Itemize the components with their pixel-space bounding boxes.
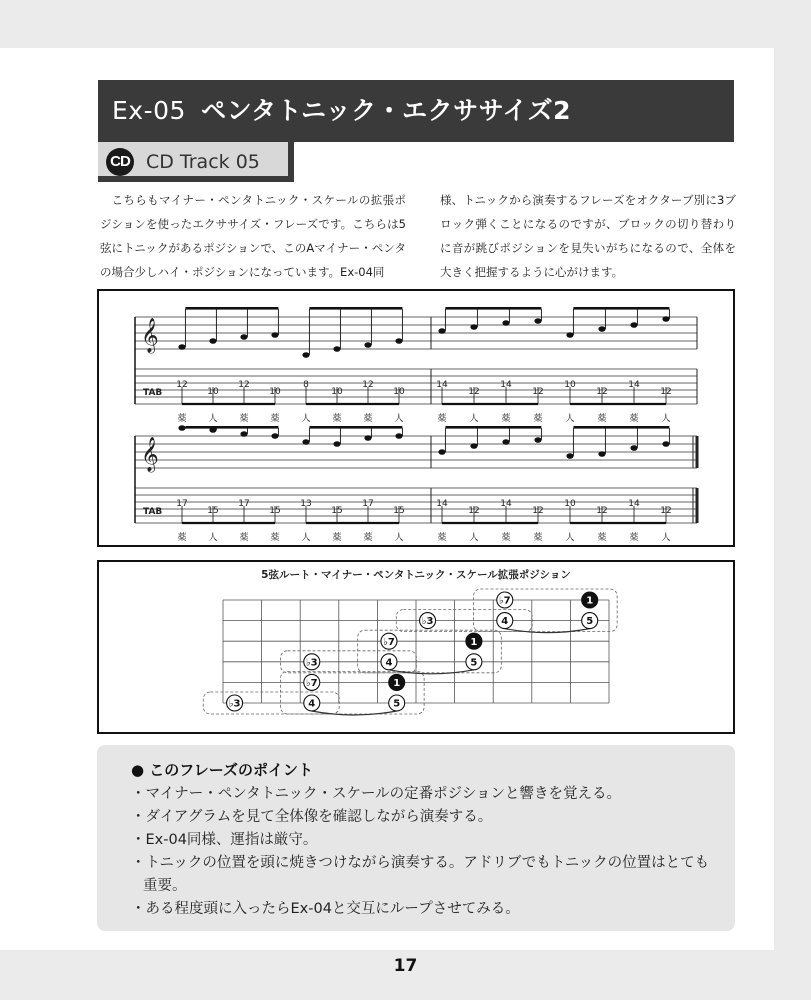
fingering-mark: 薬 <box>177 533 187 543</box>
tab-number: 14 <box>436 380 448 390</box>
point-item: ・マイナー・ペンタトニック・スケールの定番ポジションと響きを覚える。 <box>131 786 622 802</box>
note-head <box>566 453 573 459</box>
tab-number: 12 <box>176 380 188 390</box>
fingering-mark: 人 <box>208 533 218 543</box>
point-item: ・ある程度頭に入ったらEx-04と交互にループさせてみる。 <box>131 901 520 917</box>
note-head <box>240 431 247 437</box>
note-head <box>502 320 509 326</box>
slide-arc <box>389 670 474 674</box>
diagram-title: 5弦ルート・マイナー・ペンタトニック・スケール拡張ポジション <box>261 569 571 581</box>
fingering-mark: 人 <box>661 414 671 424</box>
notation-panel <box>97 289 735 547</box>
fingering-mark: 薬 <box>629 533 639 543</box>
note-head <box>364 435 371 441</box>
fingering-mark: 薬 <box>437 533 447 543</box>
fingering-mark: 薬 <box>597 414 607 424</box>
note-head <box>662 441 669 447</box>
fingering-mark: 薬 <box>533 533 543 543</box>
tab-clef: TAB <box>143 388 163 398</box>
tab-number: 17 <box>362 499 374 509</box>
note-head <box>662 316 669 322</box>
fingering-mark: 薬 <box>332 533 342 543</box>
tab-number: 14 <box>628 380 640 390</box>
note-beam <box>309 307 402 310</box>
tab-number: 10 <box>269 387 281 397</box>
tab-number: 10 <box>564 499 576 509</box>
treble-clef: 𝄞 <box>141 437 159 472</box>
fingering-mark: 人 <box>469 414 479 424</box>
tab-number: 12 <box>660 506 672 516</box>
note-beam <box>185 426 278 429</box>
fingering-mark: 薬 <box>437 414 447 424</box>
fingering-mark: 薬 <box>629 414 639 424</box>
note-head <box>438 328 445 334</box>
scale-degree-label: 4 <box>385 657 393 669</box>
fingering-mark: 人 <box>301 414 311 424</box>
tab-number: 8 <box>303 380 309 390</box>
fingering-mark: 薬 <box>177 414 187 424</box>
scale-degree-label: 4 <box>501 616 509 628</box>
fingering-mark: 人 <box>394 414 404 424</box>
tab-number: 10 <box>564 380 576 390</box>
note-beam <box>573 426 669 429</box>
tab-number: 12 <box>660 387 672 397</box>
cd-track-label: CD Track 05 <box>146 151 260 173</box>
treble-clef: 𝄞 <box>141 318 159 353</box>
note-head <box>178 425 185 431</box>
note-head <box>333 346 340 352</box>
scale-degree-label: 5 <box>586 616 594 628</box>
point-item: ・トニックの位置を頭に焼きつけながら演奏する。アドリブでもトニックの位置はとても重要。 <box>131 855 710 894</box>
note-head <box>534 437 541 443</box>
tab-number: 17 <box>176 499 188 509</box>
fingering-mark: 薬 <box>363 414 373 424</box>
note-head <box>630 322 637 328</box>
scale-degree-label: ♭7 <box>383 636 395 648</box>
note-head <box>395 338 402 344</box>
tab-number: 12 <box>468 387 480 397</box>
points-heading: ● このフレーズのポイント <box>131 761 313 779</box>
fingering-mark: 薬 <box>270 533 280 543</box>
slide-arc <box>312 711 397 715</box>
fingering-mark: 人 <box>394 533 404 543</box>
note-beam <box>445 426 541 429</box>
note-head <box>598 451 605 457</box>
fingering-mark: 薬 <box>501 414 511 424</box>
point-item: ・ダイアグラムを見て全体像を確認しながら演奏する。 <box>131 809 493 825</box>
scale-degree-label: 1 <box>393 678 401 689</box>
tab-number: 12 <box>468 506 480 516</box>
note-head <box>271 332 278 338</box>
tab-number: 10 <box>331 387 343 397</box>
fingering-mark: 薬 <box>533 414 543 424</box>
tab-number: 12 <box>532 387 544 397</box>
tab-number: 15 <box>207 506 219 516</box>
fingering-mark: 薬 <box>332 414 342 424</box>
fingering-mark: 薬 <box>363 533 373 543</box>
scale-degree-label: 4 <box>308 698 316 710</box>
note-beam <box>445 307 541 310</box>
fingering-mark: 薬 <box>239 414 249 424</box>
page-title: ペンタトニック・エクササイズ2 <box>201 96 572 125</box>
fingering-mark: 人 <box>208 414 218 424</box>
scale-degree-label: ♭3 <box>421 616 434 628</box>
cd-icon: CD <box>106 148 134 176</box>
notation-svg <box>99 291 733 545</box>
fretboard-diagram <box>99 562 733 732</box>
scale-degree-label: 5 <box>470 657 478 669</box>
intro-text-left: こちらもマイナー・ペンタトニック・スケールの拡張ポジションを使ったエクササイズ・フレーズです。こちらは5弦にトニックがあるポジションで、このAマイナー・ペンタの場合少しハイ・ポジションになっています。Ex-04同 <box>100 193 406 279</box>
fingering-mark: 人 <box>661 533 671 543</box>
title-bar <box>98 80 734 142</box>
intro-text-right: 様、トニックから演奏するフレーズをオクターブ別に3ブロック弾くことになるのですが、ブロックの切り替わりに音が跳びポジションを見失いがちになるので、全体を大きく把握するように心がけます。 <box>440 193 736 279</box>
tab-number: 17 <box>238 499 250 509</box>
scale-degree-label: ♭7 <box>305 678 318 689</box>
tab-number: 13 <box>300 499 312 509</box>
tab-number: 12 <box>238 380 250 390</box>
note-head <box>534 318 541 324</box>
tab-number: 10 <box>207 387 219 397</box>
fingering-mark: 人 <box>565 414 575 424</box>
scale-degree-label: ♭7 <box>498 595 511 607</box>
note-head <box>364 342 371 348</box>
note-head <box>395 433 402 439</box>
fingering-mark: 人 <box>469 533 479 543</box>
tab-number: 10 <box>393 387 405 397</box>
tab-number: 14 <box>500 380 512 390</box>
scale-degree-label: 1 <box>470 636 478 648</box>
tab-number: 12 <box>362 380 374 390</box>
tab-number: 14 <box>628 499 640 509</box>
note-head <box>566 332 573 338</box>
fingering-mark: 人 <box>565 533 575 543</box>
fingering-mark: 薬 <box>239 533 249 543</box>
points-box <box>97 745 735 931</box>
fingering-mark: 薬 <box>597 533 607 543</box>
note-head <box>438 449 445 455</box>
scale-degree-label: 1 <box>586 595 594 607</box>
scale-degree-label: ♭3 <box>228 698 241 710</box>
note-head <box>302 352 309 358</box>
cd-track-tab <box>98 142 294 182</box>
note-head <box>333 441 340 447</box>
tab-number: 15 <box>331 506 343 516</box>
note-beam <box>185 307 278 310</box>
page-number: 17 <box>393 956 418 976</box>
note-head <box>598 326 605 332</box>
tab-number: 14 <box>500 499 512 509</box>
tab-clef: TAB <box>143 507 163 517</box>
fingering-mark: 人 <box>301 533 311 543</box>
fingering-mark: 薬 <box>501 533 511 543</box>
scale-degree-label: 5 <box>393 698 401 710</box>
note-head <box>209 338 216 344</box>
scale-degree-label: ♭3 <box>305 657 318 669</box>
scale-diagram-panel <box>97 560 735 734</box>
tab-number: 14 <box>436 499 448 509</box>
note-head <box>271 433 278 439</box>
note-head <box>178 344 185 350</box>
note-head <box>240 334 247 340</box>
tab-number: 12 <box>596 387 608 397</box>
tab-number: 15 <box>393 506 405 516</box>
tab-number: 12 <box>596 506 608 516</box>
example-number: Ex-05 <box>112 96 186 125</box>
note-beam <box>573 307 669 310</box>
note-head <box>302 439 309 445</box>
tab-number: 12 <box>532 506 544 516</box>
note-head <box>470 443 477 449</box>
points-list <box>131 783 721 921</box>
fingering-mark: 薬 <box>270 414 280 424</box>
note-head <box>502 439 509 445</box>
note-beam <box>309 426 402 429</box>
note-head <box>470 324 477 330</box>
tab-number: 15 <box>269 506 281 516</box>
note-head <box>630 445 637 451</box>
point-item: ・Ex-04同様、運指は厳守。 <box>131 832 318 848</box>
